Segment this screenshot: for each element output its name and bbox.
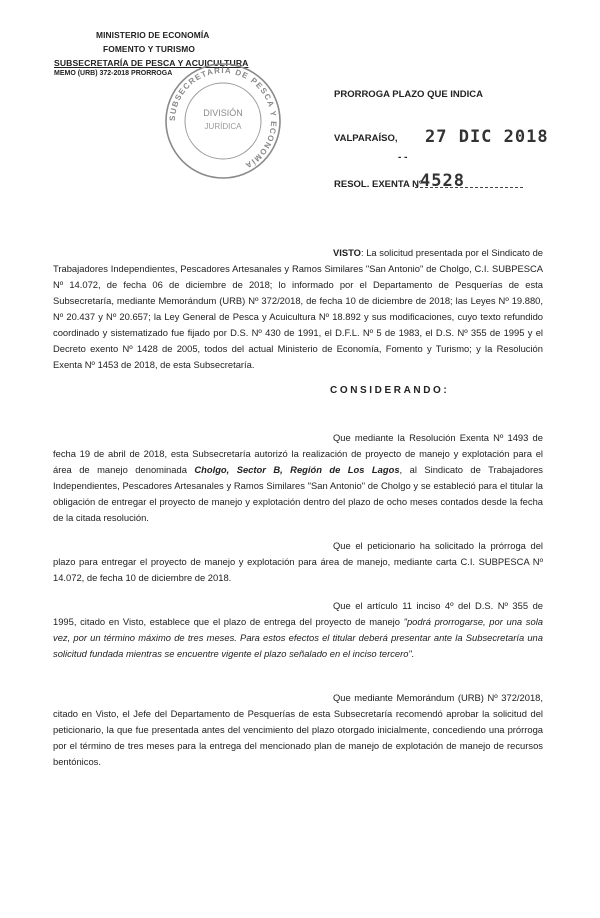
resolution-number-label: RESOL. EXENTA Nº [334,179,423,190]
considerando-paragraph-2 [53,538,543,586]
visto-text: : La solicitud presentada por el Sindicato de Trabajadores Independientes, Pescadores Artesanales y Ramos Similares "San Antonio" de Cholgo, C.I. SUBPESCA Nº 14.072, de fecha 06 de diciembre de 2018; lo informado por el Departamento de Pesquerías de esta Subsecretaría, mediante Memorándum (URB) Nº 372/2018, de fecha 10 de diciembre de 2018; las Leyes Nº 19.880, Nº 20.437 y Nº 20.657; la Ley General de Pesca y Acuicultura Nº 18.892 y sus modificaciones, cuyo texto refundido coordinado y sistematizado fue fijado por D.S. Nº 430 de 1991, el D.F.L. Nº 5 de 1983, el D.S. Nº 355 de 1995 y el Decreto exento Nº 1428 de 2005, todos del actual Ministerio de Economía, Fomento y Turismo; y la Resolución Exenta Nº 1453 de 2018, de esta Subsecretaría. [53,247,543,370]
stamp-center-line2: JURÍDICA [204,122,242,131]
date-dash: - - [398,152,408,163]
memo-reference: MEMO (URB) 372-2018 PRORROGA [54,70,173,77]
resolution-title: PRORROGA PLAZO QUE INDICA [334,89,484,100]
resolution-number-underline [415,187,523,188]
stamp-ring-text: SUBSECRETARÍA DE PESCA Y ECONOMÍA [167,65,279,171]
considerando-paragraph-4 [53,690,543,770]
visto-label: VISTO [333,247,361,258]
considerando-paragraph-3 [53,598,543,662]
resolution-date: 27 DIC 2018 [425,127,549,147]
considerando-paragraph-1 [53,430,543,526]
resolution-number: 4528 [420,171,465,191]
considerando-heading: CONSIDERANDO: [330,385,450,396]
subsecretaria-name: SUBSECRETARÍA DE PESCA Y ACUICULTURA [54,58,249,68]
ministry-name-line2: FOMENTO Y TURISMO [103,44,195,54]
visto-paragraph [53,245,543,373]
considerando-1-text-b: , al Sindicato de Trabajadores Independientes, Pescadores Artesanales y Ramos Similares "San Antonio" de Cholgo y se estableció para el titular la obligación de entregar el proyecto de manejo y explotación dentro del plazo de ocho meses contados desde la fecha de la citada resolución. [53,464,543,523]
svg-text:SUBSECRETARÍA DE PESCA Y ECONO [168,66,278,170]
considerando-1-text-a: Que mediante la Resolución Exenta Nº 1493 de fecha 19 de abril de 2018, esta Subsecretaría autorizó la realización de proyecto de manejo y explotación para el área de manejo denominada [53,432,543,475]
considerando-4-text: Que mediante Memorándum (URB) Nº 372/2018, citado en Visto, el Jefe del Departamento de Pesquerías de esta Subsecretaría recomendó aprobar la solicitud del peticionario, la que fue presentada antes del vencimiento del plazo otorgado inicialmente, concediendo una prórroga por el término de tres meses para la entrega del mencionado plan de manejo de explotación de manejo de recursos bentónicos. [53,692,543,767]
ministry-name: MINISTERIO DE ECONOMÍA [96,30,210,40]
considerando-1-area-name: Cholgo, Sector B, Región de Los Lagos [194,464,400,475]
place-label: VALPARAÍSO, [334,133,398,144]
division-juridica-stamp [162,60,284,182]
stamp-center-line1: DIVISIÓN [203,108,243,118]
considerando-2-text: Que el peticionario ha solicitado la prórroga del plazo para entregar el proyecto de manejo y explotación para área de manejo, mediante carta C.I. SUBPESCA Nº 14.072, de fecha 10 de diciembre de 2018. [53,540,543,583]
considerando-3-quote: "podrá prorrogarse, por una sola vez, por un término máximo de tres meses. Para estos efectos el titular deberá presentar ante la Subsecretaría una solicitud fundada mientras se encuentre vigente el plazo señalado en el inciso tercero". [53,616,543,659]
considerando-3-text-a: Que el artículo 11 inciso 4º del D.S. Nº 355 de 1995, citado en Visto, establece que el plazo de entrega del proyecto de manejo [53,600,543,627]
